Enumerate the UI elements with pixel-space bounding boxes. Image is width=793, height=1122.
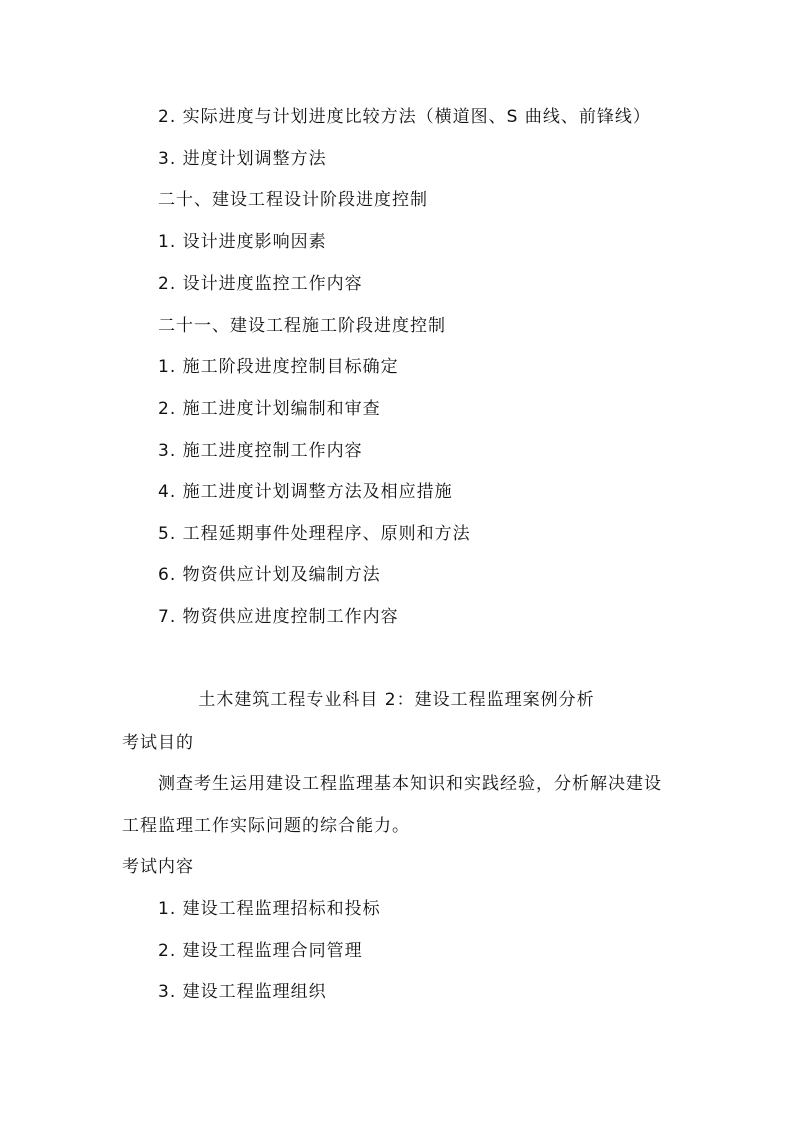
list-item: 2. 设计进度监控工作内容 (158, 274, 363, 294)
purpose-text-line2: 工程监理工作实际问题的综合能力。 (122, 816, 410, 836)
list-item: 7. 物资供应进度控制工作内容 (158, 607, 399, 627)
list-item: 2. 建设工程监理合同管理 (158, 941, 363, 961)
list-item: 2. 施工进度计划编制和审查 (158, 399, 381, 419)
content-heading: 考试内容 (122, 857, 194, 877)
purpose-text-line1: 测查考生运用建设工程监理基本知识和实践经验，分析解决建设 (158, 774, 662, 794)
list-item: 3. 施工进度控制工作内容 (158, 441, 363, 461)
list-item: 5. 工程延期事件处理程序、原则和方法 (158, 524, 471, 544)
list-item: 1. 设计进度影响因素 (158, 232, 327, 252)
list-item: 4. 施工进度计划调整方法及相应措施 (158, 482, 453, 502)
list-item: 1. 建设工程监理招标和投标 (158, 899, 381, 919)
list-item: 1. 施工阶段进度控制目标确定 (158, 357, 399, 377)
list-item: 2. 实际进度与计划进度比较方法（横道图、S 曲线、前锋线） (158, 107, 651, 127)
list-item: 6. 物资供应计划及编制方法 (158, 565, 381, 585)
purpose-heading: 考试目的 (122, 733, 194, 753)
list-item: 3. 建设工程监理组织 (158, 982, 327, 1002)
section-heading: 二十一、建设工程施工阶段进度控制 (158, 316, 446, 336)
subject-title: 土木建筑工程专业科目 2：建设工程监理案例分析 (198, 690, 595, 710)
section-heading: 二十、建设工程设计阶段进度控制 (158, 190, 428, 210)
list-item: 3. 进度计划调整方法 (158, 149, 327, 169)
